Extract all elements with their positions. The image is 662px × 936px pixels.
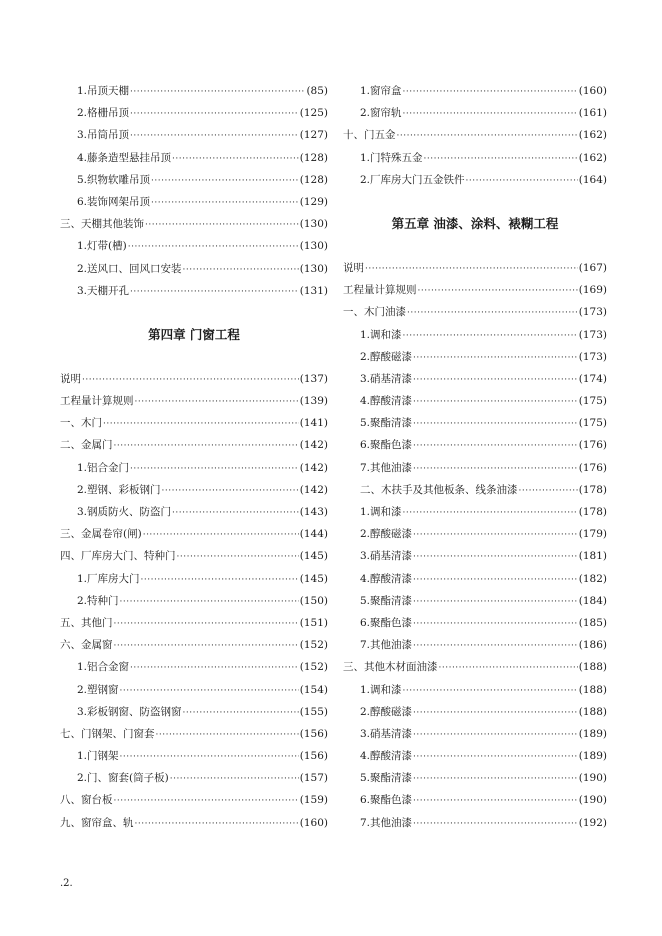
toc-entry-title: 1.门钢架 bbox=[77, 750, 119, 763]
toc-dot-leader bbox=[151, 192, 299, 214]
toc-entry-page: (173) bbox=[578, 350, 607, 363]
toc-entry bbox=[343, 789, 607, 811]
toc-entry bbox=[60, 612, 328, 634]
toc-entry bbox=[343, 634, 607, 656]
toc-entry-page: (130) bbox=[299, 240, 328, 253]
toc-entry-page: (139) bbox=[299, 395, 328, 408]
toc-entry bbox=[60, 80, 328, 102]
toc-dot-leader bbox=[183, 702, 299, 724]
toc-dot-leader bbox=[418, 280, 578, 302]
toc-entry-title: 2.格栅吊顶 bbox=[77, 107, 130, 120]
toc-entry bbox=[60, 812, 328, 834]
toc-entry-page: (157) bbox=[299, 772, 328, 785]
toc-entry-page: (162) bbox=[578, 129, 607, 142]
toc-dot-leader bbox=[403, 81, 578, 103]
toc-entry-title: 1.调和漆 bbox=[360, 683, 402, 696]
toc-entry bbox=[343, 147, 607, 169]
toc-entry-title: 一、木门 bbox=[60, 417, 102, 430]
toc-dot-leader bbox=[143, 524, 299, 546]
toc-entry-page: (150) bbox=[299, 594, 328, 607]
toc-entry-title: 2.厂库房大门五金铁件 bbox=[360, 173, 465, 186]
toc-dot-leader bbox=[183, 259, 299, 281]
toc-entry-title: 1.铝合金门 bbox=[77, 461, 130, 474]
toc-entry-page: (178) bbox=[578, 483, 607, 496]
toc-entry bbox=[343, 390, 607, 412]
toc-entry bbox=[60, 634, 328, 656]
toc-entry-page: (128) bbox=[299, 151, 328, 164]
toc-dot-leader bbox=[413, 724, 578, 746]
toc-entry bbox=[60, 701, 328, 723]
toc-entry-page: (186) bbox=[578, 639, 607, 652]
toc-entry-title: 三、金属卷帘(闸) bbox=[60, 528, 142, 541]
toc-dot-leader bbox=[103, 413, 299, 435]
toc-entry-page: (156) bbox=[299, 750, 328, 763]
toc-entry bbox=[343, 523, 607, 545]
toc-dot-leader bbox=[413, 347, 578, 369]
toc-entry-title: 7.其他油漆 bbox=[360, 461, 413, 474]
toc-entry-title: 2.醇酸磁漆 bbox=[360, 705, 413, 718]
toc-entry-page: (162) bbox=[578, 151, 607, 164]
toc-entry-page: (142) bbox=[299, 483, 328, 496]
toc-dot-leader bbox=[162, 480, 299, 502]
toc-entry-title: 六、金属窗 bbox=[60, 639, 113, 652]
toc-entry bbox=[60, 368, 328, 390]
toc-dot-leader bbox=[397, 125, 578, 147]
toc-entry-page: (179) bbox=[578, 528, 607, 541]
toc-entry-page: (154) bbox=[299, 683, 328, 696]
toc-entry-title: 2.送风口、回风口安装 bbox=[77, 262, 182, 275]
toc-entry bbox=[343, 812, 607, 834]
toc-entry bbox=[60, 280, 328, 302]
toc-entry bbox=[343, 301, 607, 323]
toc-entry-page: (156) bbox=[299, 727, 328, 740]
toc-entry-title: 1.窗帘盒 bbox=[360, 85, 402, 97]
toc-dot-leader bbox=[130, 458, 299, 480]
toc-entry-page: (125) bbox=[299, 107, 328, 120]
toc-dot-leader bbox=[424, 148, 578, 170]
toc-entry bbox=[343, 324, 607, 346]
toc-entry bbox=[343, 346, 607, 368]
toc-entry-page: (129) bbox=[299, 195, 328, 208]
toc-entry-title: 4.醇酸清漆 bbox=[360, 572, 413, 585]
toc-entry bbox=[60, 434, 328, 456]
toc-entry bbox=[60, 723, 328, 745]
toc-dot-leader bbox=[114, 790, 299, 812]
toc-entry-page: (175) bbox=[578, 417, 607, 430]
toc-entry-page: (161) bbox=[578, 107, 607, 120]
toc-entry-title: 四、厂库房大门、特种门 bbox=[60, 550, 176, 563]
toc-entry-page: (145) bbox=[299, 572, 328, 585]
toc-entry bbox=[343, 279, 607, 301]
toc-entry-title: 6.聚酯色漆 bbox=[360, 439, 413, 452]
toc-entry-title: 4.醇酸清漆 bbox=[360, 395, 413, 408]
toc-entry-page: (130) bbox=[299, 218, 328, 231]
toc-entry bbox=[60, 590, 328, 612]
toc-entry bbox=[60, 767, 328, 789]
toc-entry bbox=[343, 124, 607, 146]
toc-entry-page: (142) bbox=[299, 439, 328, 452]
toc-entry-page: (127) bbox=[299, 129, 328, 142]
toc-entry bbox=[343, 679, 607, 701]
toc-entry-page: (152) bbox=[299, 639, 328, 652]
toc-dot-leader bbox=[156, 724, 299, 746]
toc-entry-title: 6.装饰网架吊顶 bbox=[77, 195, 151, 208]
toc-dot-leader bbox=[120, 746, 299, 768]
toc-entry-title: 2.窗帘轨 bbox=[360, 107, 402, 120]
toc-entry bbox=[343, 80, 607, 102]
toc-entry bbox=[343, 102, 607, 124]
toc-entry-title: 1.调和漆 bbox=[360, 506, 402, 518]
toc-entry-page: (85) bbox=[306, 85, 328, 97]
toc-entry-page: (152) bbox=[299, 661, 328, 674]
toc-dot-leader bbox=[130, 81, 305, 103]
toc-entry-title: 三、其他木材面油漆 bbox=[343, 661, 438, 674]
toc-entry-title: 1.灯带(槽) bbox=[77, 240, 127, 253]
toc-entry-page: (176) bbox=[578, 461, 607, 474]
toc-entry bbox=[60, 457, 328, 479]
toc-dot-leader bbox=[177, 546, 299, 568]
toc-left-part2 bbox=[60, 368, 328, 834]
toc-dot-leader bbox=[172, 502, 299, 524]
toc-dot-leader bbox=[114, 635, 299, 657]
chapter-4-title: 第四章 门窗工程 bbox=[148, 326, 240, 342]
toc-entry-title: 5.聚酯清漆 bbox=[360, 594, 413, 607]
toc-entry-page: (192) bbox=[578, 816, 607, 829]
toc-dot-leader bbox=[403, 103, 578, 125]
toc-right-column bbox=[343, 80, 607, 834]
toc-dot-leader bbox=[130, 657, 299, 679]
toc-entry-title: 3.钢质防火、防盗门 bbox=[77, 506, 172, 518]
toc-entry bbox=[343, 412, 607, 434]
toc-entry-page: (188) bbox=[578, 683, 607, 696]
toc-dot-leader bbox=[130, 281, 299, 303]
toc-entry bbox=[60, 258, 328, 280]
toc-left-column bbox=[60, 80, 328, 834]
toc-entry-page: (190) bbox=[578, 772, 607, 785]
toc-entry bbox=[60, 656, 328, 678]
toc-dot-leader bbox=[413, 702, 578, 724]
toc-dot-leader bbox=[114, 435, 299, 457]
toc-entry-title: 5.聚酯清漆 bbox=[360, 417, 413, 430]
toc-entry bbox=[343, 434, 607, 456]
toc-entry-title: 1.铝合金窗 bbox=[77, 661, 130, 674]
toc-entry bbox=[60, 545, 328, 567]
toc-entry-page: (176) bbox=[578, 439, 607, 452]
toc-right-part1 bbox=[343, 80, 607, 191]
toc-entry bbox=[60, 679, 328, 701]
toc-dot-leader bbox=[141, 569, 299, 591]
toc-dot-leader bbox=[413, 458, 578, 480]
toc-entry-title: 2.醇酸磁漆 bbox=[360, 350, 413, 363]
toc-dot-leader bbox=[413, 569, 578, 591]
toc-dot-leader bbox=[413, 813, 578, 835]
toc-entry-page: (160) bbox=[299, 816, 328, 829]
toc-dot-leader bbox=[413, 413, 578, 435]
toc-entry bbox=[60, 124, 328, 146]
toc-entry-title: 6.聚酯色漆 bbox=[360, 616, 413, 629]
toc-dot-leader bbox=[130, 103, 299, 125]
toc-entry bbox=[343, 656, 607, 678]
toc-entry-title: 7.其他油漆 bbox=[360, 639, 413, 652]
toc-entry-title: 2.醇酸磁漆 bbox=[360, 528, 413, 541]
toc-entry-page: (131) bbox=[299, 284, 328, 297]
toc-entry-title: 工程量计算规则 bbox=[60, 395, 134, 408]
toc-entry-page: (167) bbox=[578, 261, 607, 274]
toc-entry-page: (159) bbox=[299, 794, 328, 807]
toc-entry-page: (182) bbox=[578, 572, 607, 585]
toc-entry bbox=[343, 612, 607, 634]
toc-entry-page: (181) bbox=[578, 550, 607, 563]
toc-dot-leader bbox=[403, 325, 578, 347]
toc-entry-page: (189) bbox=[578, 727, 607, 740]
toc-entry bbox=[60, 102, 328, 124]
toc-entry-page: (144) bbox=[299, 528, 328, 541]
toc-entry-page: (137) bbox=[299, 372, 328, 385]
toc-entry-page: (160) bbox=[578, 85, 607, 97]
toc-entry bbox=[343, 568, 607, 590]
toc-entry bbox=[343, 368, 607, 390]
toc-entry bbox=[60, 412, 328, 434]
toc-entry-page: (164) bbox=[578, 173, 607, 186]
toc-dot-leader bbox=[413, 746, 578, 768]
toc-entry-page: (184) bbox=[578, 594, 607, 607]
toc-left-part1 bbox=[60, 80, 328, 302]
toc-dot-leader bbox=[128, 236, 299, 258]
toc-entry-page: (188) bbox=[578, 661, 607, 674]
toc-dot-leader bbox=[413, 635, 578, 657]
toc-entry-title: 八、窗台板 bbox=[60, 794, 113, 807]
toc-dot-leader bbox=[413, 435, 578, 457]
toc-entry-title: 一、木门油漆 bbox=[343, 306, 406, 319]
toc-entry-title: 6.聚酯色漆 bbox=[360, 794, 413, 807]
toc-dot-leader bbox=[135, 813, 299, 835]
toc-dot-leader bbox=[466, 170, 578, 192]
toc-entry bbox=[60, 169, 328, 191]
toc-entry-title: 4.藤条造型悬挂吊顶 bbox=[77, 151, 172, 164]
toc-dot-leader bbox=[82, 369, 299, 391]
toc-dot-leader bbox=[413, 369, 578, 391]
toc-entry bbox=[60, 235, 328, 257]
toc-dot-leader bbox=[519, 480, 578, 502]
toc-dot-leader bbox=[413, 768, 578, 790]
toc-entry bbox=[60, 390, 328, 412]
toc-entry-title: 5.织物软雕吊顶 bbox=[77, 173, 151, 186]
toc-entry-title: 3.彩板钢窗、防盗钢窗 bbox=[77, 705, 182, 718]
toc-entry-title: 2.特种门 bbox=[77, 594, 119, 607]
toc-entry-title: 五、其他门 bbox=[60, 616, 113, 629]
toc-entry-title: 1.门特殊五金 bbox=[360, 151, 423, 164]
toc-entry-title: 2.塑钢、彩板钢门 bbox=[77, 483, 161, 496]
toc-dot-leader bbox=[413, 790, 578, 812]
toc-entry bbox=[60, 501, 328, 523]
toc-entry bbox=[343, 745, 607, 767]
toc-entry bbox=[60, 479, 328, 501]
toc-entry-title: 3.硝基清漆 bbox=[360, 372, 413, 385]
toc-dot-leader bbox=[413, 591, 578, 613]
toc-entry-page: (178) bbox=[578, 506, 607, 518]
toc-entry-title: 十、门五金 bbox=[343, 129, 396, 142]
toc-entry-title: 说明 bbox=[60, 372, 81, 385]
toc-dot-leader bbox=[403, 502, 578, 524]
toc-dot-leader bbox=[145, 214, 299, 236]
toc-dot-leader bbox=[407, 302, 578, 324]
toc-entry bbox=[60, 523, 328, 545]
toc-entry-title: 5.聚酯清漆 bbox=[360, 772, 413, 785]
toc-entry-page: (130) bbox=[299, 262, 328, 275]
toc-entry bbox=[343, 501, 607, 523]
toc-entry-page: (185) bbox=[578, 616, 607, 629]
toc-entry-page: (151) bbox=[299, 616, 328, 629]
toc-entry-title: 3.硝基清漆 bbox=[360, 727, 413, 740]
toc-entry-page: (189) bbox=[578, 750, 607, 763]
toc-entry-title: 说明 bbox=[343, 261, 364, 274]
toc-entry bbox=[60, 745, 328, 767]
toc-entry bbox=[343, 479, 607, 501]
toc-entry bbox=[343, 723, 607, 745]
toc-entry-title: 2.塑钢窗 bbox=[77, 683, 119, 696]
toc-entry bbox=[60, 789, 328, 811]
toc-entry bbox=[60, 191, 328, 213]
toc-dot-leader bbox=[130, 125, 299, 147]
toc-dot-leader bbox=[413, 391, 578, 413]
toc-entry bbox=[60, 147, 328, 169]
toc-entry-page: (169) bbox=[578, 284, 607, 297]
toc-dot-leader bbox=[135, 391, 299, 413]
toc-entry-page: (155) bbox=[299, 705, 328, 718]
toc-entry-title: 7.其他油漆 bbox=[360, 816, 413, 829]
toc-entry bbox=[343, 767, 607, 789]
toc-entry-page: (143) bbox=[299, 506, 328, 518]
toc-entry-title: 1.厂库房大门 bbox=[77, 572, 140, 585]
chapter-5-title: 第五章 油漆、涂料、裱糊工程 bbox=[391, 215, 559, 231]
toc-dot-leader bbox=[403, 680, 578, 702]
toc-dot-leader bbox=[413, 613, 578, 635]
toc-entry-page: (145) bbox=[299, 550, 328, 563]
toc-entry-page: (141) bbox=[299, 417, 328, 430]
toc-entry bbox=[343, 457, 607, 479]
toc-entry-page: (142) bbox=[299, 461, 328, 474]
page-number: .2. bbox=[60, 878, 73, 889]
toc-dot-leader bbox=[413, 546, 578, 568]
toc-entry bbox=[343, 701, 607, 723]
toc-entry-page: (190) bbox=[578, 794, 607, 807]
toc-dot-leader bbox=[114, 613, 299, 635]
toc-dot-leader bbox=[170, 768, 299, 790]
toc-entry-title: 1.吊顶天棚 bbox=[77, 85, 130, 97]
toc-right-part2 bbox=[343, 257, 607, 834]
toc-dot-leader bbox=[120, 591, 299, 613]
toc-entry-page: (174) bbox=[578, 372, 607, 385]
toc-entry-title: 二、木扶手及其他板条、线条油漆 bbox=[360, 483, 518, 496]
toc-entry-title: 工程量计算规则 bbox=[343, 284, 417, 297]
toc-entry-title: 1.调和漆 bbox=[360, 328, 402, 341]
toc-dot-leader bbox=[365, 258, 578, 280]
toc-dot-leader bbox=[439, 657, 578, 679]
toc-entry-page: (128) bbox=[299, 173, 328, 186]
toc-entry-title: 2.门、窗套(筒子板) bbox=[77, 772, 169, 785]
toc-entry-title: 九、窗帘盒、轨 bbox=[60, 816, 134, 829]
toc-entry-page: (188) bbox=[578, 705, 607, 718]
toc-entry-page: (173) bbox=[578, 306, 607, 319]
toc-entry-title: 二、金属门 bbox=[60, 439, 113, 452]
toc-entry-title: 3.硝基清漆 bbox=[360, 550, 413, 563]
toc-dot-leader bbox=[413, 524, 578, 546]
toc-entry bbox=[343, 545, 607, 567]
toc-entry-title: 3.吊筒吊顶 bbox=[77, 129, 130, 142]
toc-entry-title: 3.天棚开孔 bbox=[77, 284, 130, 297]
toc-entry-title: 4.醇酸清漆 bbox=[360, 750, 413, 763]
toc-entry bbox=[60, 568, 328, 590]
toc-entry-title: 七、门钢架、门窗套 bbox=[60, 727, 155, 740]
toc-entry bbox=[343, 257, 607, 279]
toc-dot-leader bbox=[151, 170, 299, 192]
toc-entry bbox=[343, 590, 607, 612]
toc-entry-title: 三、天棚其他装饰 bbox=[60, 218, 144, 231]
toc-entry-page: (173) bbox=[578, 328, 607, 341]
toc-dot-leader bbox=[172, 148, 299, 170]
toc-entry bbox=[60, 213, 328, 235]
toc-dot-leader bbox=[120, 680, 299, 702]
toc-entry bbox=[343, 169, 607, 191]
toc-entry-page: (175) bbox=[578, 395, 607, 408]
